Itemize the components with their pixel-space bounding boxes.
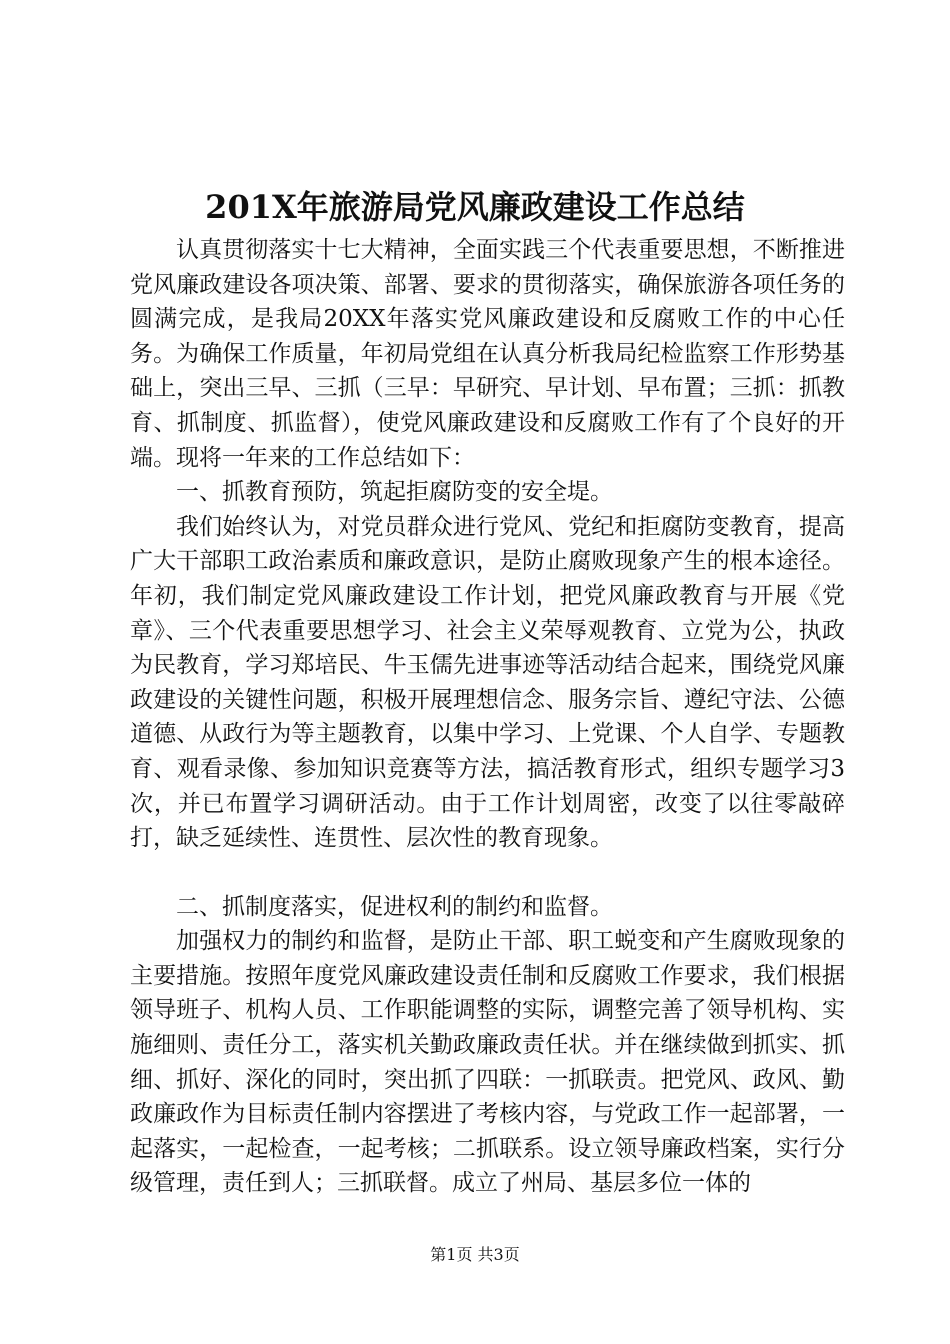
section-heading-education: 一、抓教育预防，筑起拒腐防变的安全堤。 — [176, 479, 613, 506]
document-body — [130, 233, 845, 1201]
paragraph-system: 加强权力的制约和监督，是防止干部、职工蜕变和产生腐败现象的主要措施。按照年度党风廉政建设责任制和反腐败工作要求，我们根据领导班子、机构人员、工作职能调整的实际，调整完善了领导机构、实施细则、责任分工，落实机关勤政廉政责任状。并在继续做到抓实、抓细、抓好、深化的同时，突出抓了四联：一抓联责。把党风、政风、勤政廉政作为目标责任制内容摆进了考核内容，与党政工作一起部署，一起落实，一起检查，一起考核；二抓联系。设立领导廉政档案，实行分级管理，责任到人；三抓联督。成立了州局、基层多位一体的 — [130, 928, 845, 1197]
section-heading-system: 二、抓制度落实，促进权利的制约和监督。 — [176, 893, 613, 920]
page-number-footer: 第1页 共3页 — [430, 1245, 520, 1264]
document-title: 201X年旅游局党风廉政建设工作总结 — [205, 188, 745, 226]
paragraph-intro: 认真贯彻落实十七大精神，全面实践三个代表重要思想，不断推进党风廉政建设各项决策、部署、要求的贯彻落实，确保旅游各项任务的圆满完成，是我局20XX年落实党风廉政建设和反腐败工作的中心任务。为确保工作质量，年初局党组在认真分析我局纪检监察工作形势基础上，突出三早、三抓（三早：早研究、早计划、早布置；三抓：抓教育、抓制度、抓监督），使党风廉政建设和反腐败工作有了个良好的开端。现将一年来的工作总结如下： — [130, 237, 845, 471]
paragraph-education: 我们始终认为，对党员群众进行党风、党纪和拒腐防变教育，提高广大干部职工政治素质和廉政意识，是防止腐败现象产生的根本途径。年初，我们制定党风廉政建设工作计划，把党风廉政教育与开展《党章》、三个代表重要思想学习、社会主义荣辱观教育、立党为公，执政为民教育，学习郑培民、牛玉儒先进事迹等活动结合起来，围绕党风廉政建设的关键性问题，积极开展理想信念、服务宗旨、遵纪守法、公德道德、从政行为等主题教育，以集中学习、上党课、个人自学、专题教育、观看录像、参加知识竞赛等方法，搞活教育形式，组织专题学习3次，并已布置学习调研活动。由于工作计划周密，改变了以往零敲碎打，缺乏延续性、连贯性、层次性的教育现象。 — [130, 513, 845, 852]
